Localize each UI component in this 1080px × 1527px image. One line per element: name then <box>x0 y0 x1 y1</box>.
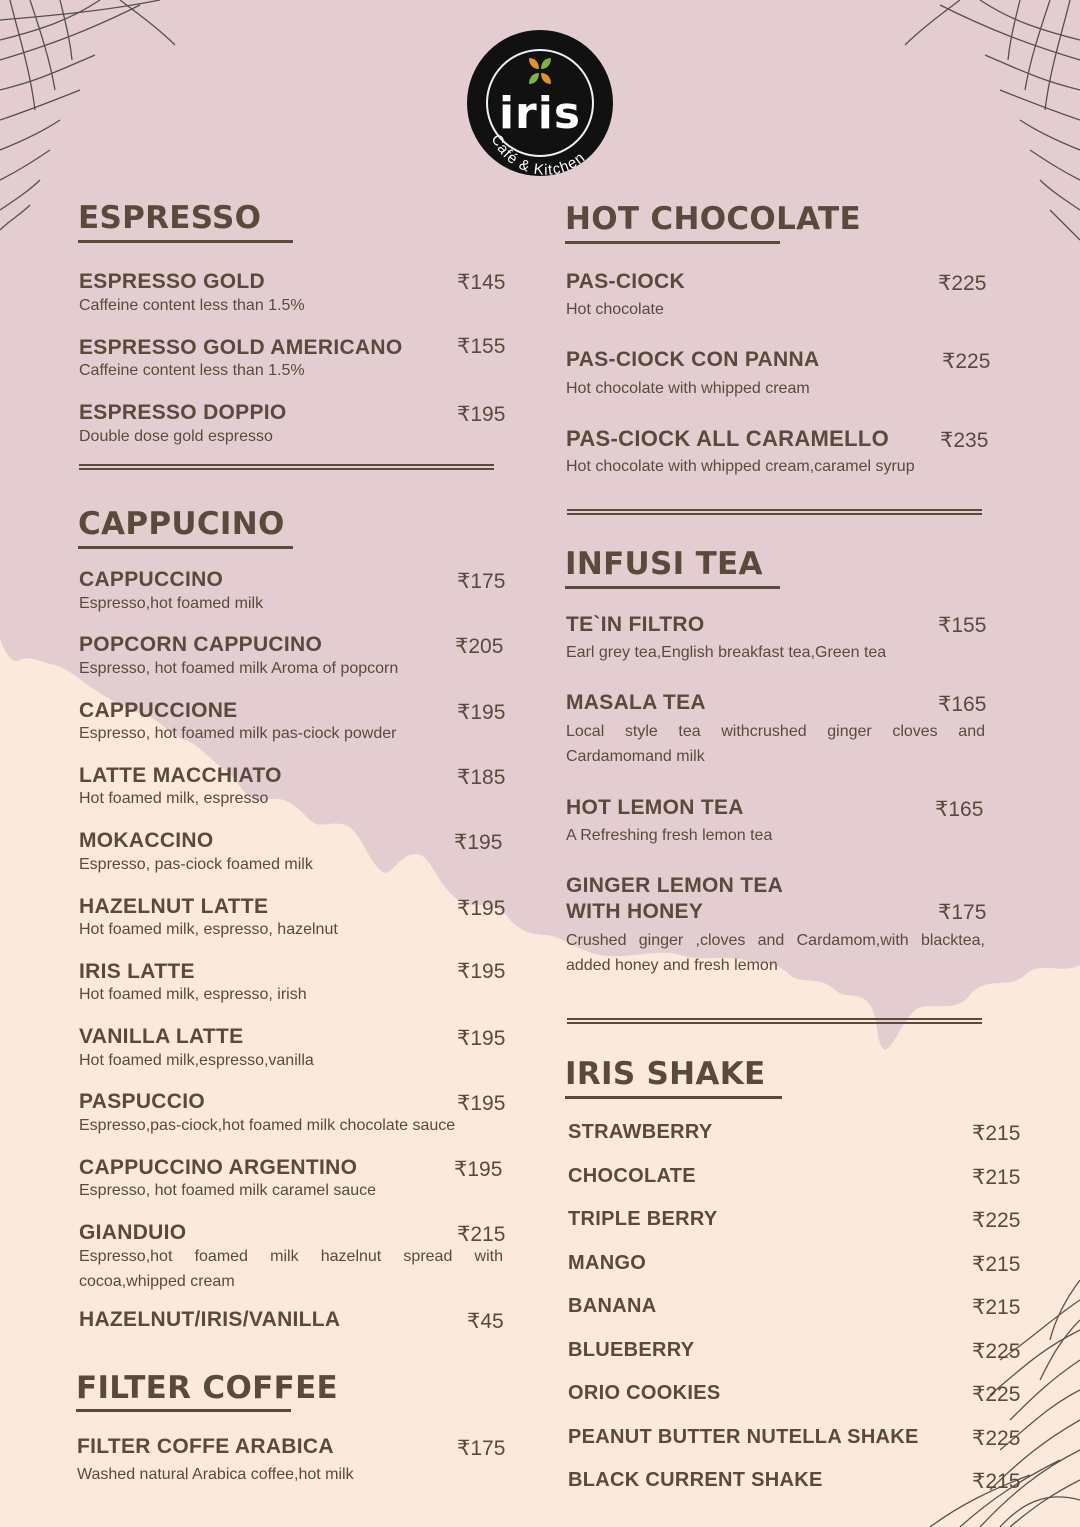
item-name: HOT LEMON TEA <box>566 796 744 819</box>
shake-name: BLACK CURRENT SHAKE <box>568 1469 823 1491</box>
shake-price: ₹215 <box>972 1166 1021 1189</box>
section-divider <box>567 1018 982 1024</box>
item-desc: Local style tea withcrushed ginger cloves and Cardamomand milk <box>566 723 985 765</box>
shake-name: ORIO COOKIES <box>568 1382 721 1404</box>
title-underline <box>565 241 780 244</box>
logo-wordmark: iris <box>498 88 582 139</box>
title-underline <box>565 1096 782 1099</box>
item-name: MASALA TEA <box>566 691 706 714</box>
item-desc: Espresso, hot foamed milk caramel sauce <box>79 1182 377 1199</box>
item-desc: A Refreshing fresh lemon tea <box>566 827 773 844</box>
item-desc: Hot chocolate <box>566 301 664 318</box>
item-name: MOKACCINO <box>79 829 214 852</box>
item-price: ₹165 <box>938 693 987 716</box>
item-desc: Espresso, pas-ciock foamed milk <box>79 856 313 873</box>
section-title-cappucino: CAPPUCINO <box>78 506 285 542</box>
item-price: ₹195 <box>457 701 506 724</box>
item-name: ESPRESSO GOLD AMERICANO <box>79 336 403 359</box>
logo-tagline <box>467 30 613 176</box>
item-desc: Earl grey tea,English breakfast tea,Green tea <box>566 644 887 661</box>
item-name: FILTER COFFE ARABICA <box>77 1435 334 1458</box>
svg-text:Café & Kitchen: Café & Kitchen <box>487 131 589 176</box>
item-name: LATTE MACCHIATO <box>79 764 282 787</box>
item-price: ₹165 <box>935 798 984 821</box>
item-name: HAZELNUT/IRIS/VANILLA <box>79 1308 341 1331</box>
shake-name: TRIPLE BERRY <box>568 1208 718 1230</box>
shake-price: ₹215 <box>972 1470 1021 1493</box>
item-price: ₹155 <box>457 335 506 358</box>
item-name: CAPPUCCINO <box>79 568 224 591</box>
item-name: CAPPUCCIONE <box>79 699 238 722</box>
item-name: PAS-CIOCK ALL CARAMELLO <box>566 426 890 451</box>
shake-price: ₹225 <box>972 1383 1021 1406</box>
title-underline <box>78 546 293 549</box>
item-name: TE`IN FILTRO <box>566 613 705 636</box>
item-price: ₹155 <box>938 614 987 637</box>
item-name: IRIS LATTE <box>79 960 195 983</box>
item-name: PAS-CIOCK <box>566 270 685 293</box>
item-name: PASPUCCIO <box>79 1090 205 1113</box>
item-price: ₹45 <box>467 1310 504 1333</box>
shake-name: PEANUT BUTTER NUTELLA SHAKE <box>568 1426 919 1448</box>
section-title-filter-coffee: FILTER COFFEE <box>76 1370 339 1406</box>
item-desc: Hot foamed milk, espresso, hazelnut <box>79 921 338 938</box>
item-desc: Hot chocolate with whipped cream,caramel syrup <box>566 458 915 475</box>
item-name: ESPRESSO GOLD <box>79 270 265 293</box>
shake-name: CHOCOLATE <box>568 1165 696 1187</box>
item-desc: Caffeine content less than 1.5% <box>79 362 305 379</box>
item-price: ₹225 <box>938 272 987 295</box>
shake-name: MANGO <box>568 1252 647 1274</box>
title-underline <box>565 586 780 589</box>
title-underline <box>76 1409 291 1412</box>
item-price: ₹145 <box>457 271 506 294</box>
item-desc: Double dose gold espresso <box>79 428 273 445</box>
section-title-espresso: ESPRESSO <box>78 200 262 236</box>
section-divider <box>567 509 982 515</box>
section-title-hot-chocolate: HOT CHOCOLATE <box>565 201 861 237</box>
item-price: ₹195 <box>457 897 506 920</box>
item-price: ₹175 <box>938 901 987 924</box>
item-desc: Espresso,pas-ciock,hot foamed milk chocolate sauce <box>79 1117 456 1134</box>
item-desc: Washed natural Arabica coffee,hot milk <box>77 1466 354 1483</box>
item-price: ₹195 <box>454 831 503 854</box>
item-name: ESPRESSO DOPPIO <box>79 401 287 424</box>
item-name: CAPPUCCINO ARGENTINO <box>79 1156 358 1179</box>
item-price: ₹195 <box>454 1158 503 1181</box>
shake-name: BANANA <box>568 1295 657 1317</box>
shake-name: BLUEBERRY <box>568 1339 695 1361</box>
section-divider <box>79 464 494 470</box>
item-price: ₹225 <box>942 350 991 373</box>
item-desc: Espresso,hot foamed milk <box>79 595 264 612</box>
shake-price: ₹215 <box>972 1122 1021 1145</box>
item-name: GINGER LEMON TEA <box>566 874 784 897</box>
item-price: ₹195 <box>457 403 506 426</box>
shake-name: STRAWBERRY <box>568 1121 713 1143</box>
item-price: ₹185 <box>457 766 506 789</box>
item-price: ₹195 <box>457 960 506 983</box>
item-price: ₹175 <box>457 1437 506 1460</box>
shake-price: ₹215 <box>972 1296 1021 1319</box>
item-name: VANILLA LATTE <box>79 1025 244 1048</box>
shake-price: ₹215 <box>972 1253 1021 1276</box>
item-desc: Hot chocolate with whipped cream <box>566 380 810 397</box>
item-price: ₹215 <box>457 1223 506 1246</box>
item-desc: Espresso, hot foamed milk Aroma of popcorn <box>79 660 399 677</box>
item-price: ₹235 <box>940 429 989 452</box>
shake-price: ₹225 <box>972 1209 1021 1232</box>
shake-price: ₹225 <box>972 1427 1021 1450</box>
item-price: ₹205 <box>455 635 504 658</box>
item-price: ₹175 <box>457 570 506 593</box>
item-desc: Crushed ginger ,cloves and Cardamom,with blacktea, added honey and fresh lemon <box>566 932 985 974</box>
item-desc: Hot foamed milk,espresso,vanilla <box>79 1052 314 1069</box>
item-name: PAS-CIOCK CON PANNA <box>566 348 820 371</box>
iris-logo <box>467 30 613 176</box>
item-name: HAZELNUT LATTE <box>79 895 269 918</box>
item-desc: Espresso, hot foamed milk pas-ciock powder <box>79 725 397 742</box>
item-desc: Hot foamed milk, espresso <box>79 790 269 807</box>
section-title-infusi-tea: INFUSI TEA <box>565 546 763 582</box>
item-price: ₹195 <box>457 1027 506 1050</box>
item-price: ₹195 <box>457 1092 506 1115</box>
item-desc: Espresso,hot foamed milk hazelnut spread with cocoa,whipped cream <box>79 1248 503 1290</box>
title-underline <box>78 240 293 243</box>
section-title-iris-shake: IRIS SHAKE <box>565 1056 766 1092</box>
item-desc: Hot foamed milk, espresso, irish <box>79 986 307 1003</box>
item-desc: Caffeine content less than 1.5% <box>79 297 305 314</box>
item-name-line2: WITH HONEY <box>566 900 704 923</box>
shake-price: ₹225 <box>972 1340 1021 1363</box>
item-name: POPCORN CAPPUCINO <box>79 633 323 656</box>
item-name: GIANDUIO <box>79 1221 187 1244</box>
